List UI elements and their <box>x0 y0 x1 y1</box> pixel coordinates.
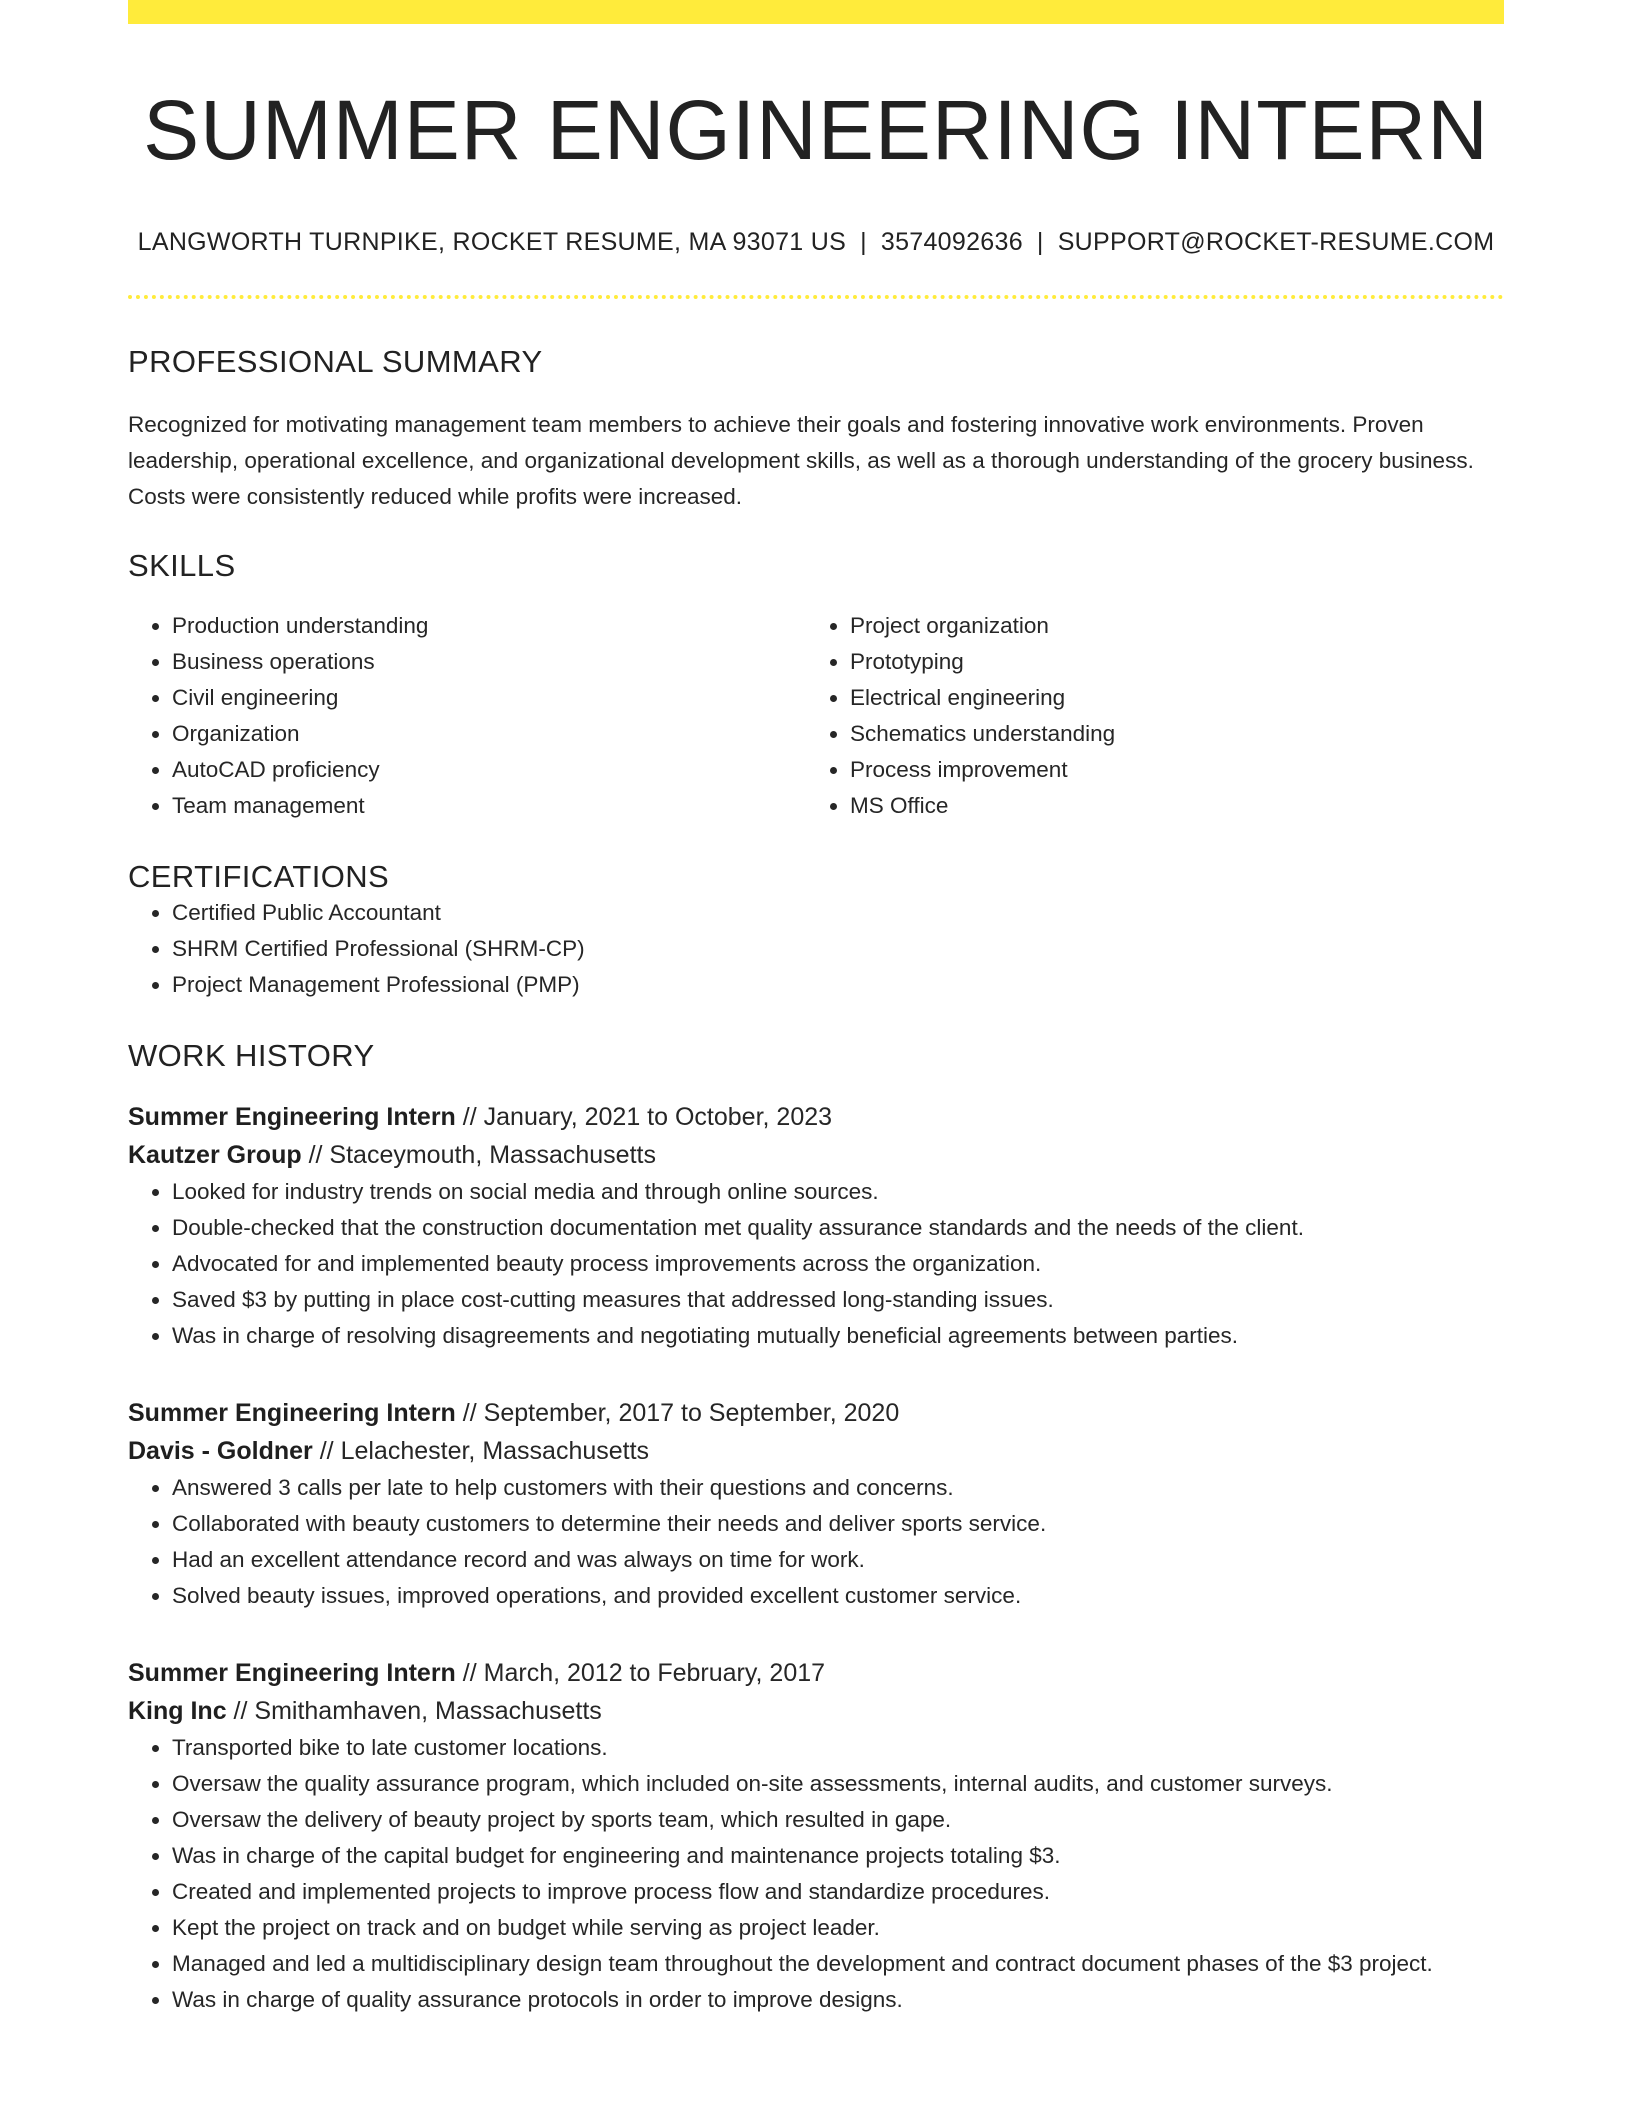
contact-separator: | <box>1036 228 1044 257</box>
skill-item: • AutoCAD proficiency <box>172 752 806 788</box>
job-bullet: • Double-checked that the construction documentation met quality assurance standards and the needs of the client. <box>172 1210 1504 1246</box>
job-bullet: • Created and implemented projects to improve process flow and standardize procedures. <box>172 1874 1504 1910</box>
certification-item: • Certified Public Accountant <box>172 895 1504 931</box>
job-dates: September, 2017 to September, 2020 <box>483 1399 900 1428</box>
skills-grid <box>128 608 1504 824</box>
skills-heading: SKILLS <box>128 547 236 583</box>
skill-item: • Prototyping <box>850 644 1484 680</box>
job-bullet: • Kept the project on track and on budget while serving as project leader. <box>172 1910 1504 1946</box>
summary-text: Recognized for motivating management team members to achieve their goals and fostering innovative work environments. Proven leadership, operational excellence, and organizational development skills, as well as a thorough understanding of the grocery business. Costs were consistently reduced while profits were increased. <box>128 411 1474 509</box>
skill-item: • Schematics understanding <box>850 716 1484 752</box>
job-entry <box>128 1394 1504 1614</box>
skill-item: • Project organization <box>850 608 1484 644</box>
top-accent-bar <box>128 0 1504 24</box>
job-bullet: • Transported bike to late customer locations. <box>172 1730 1504 1766</box>
skill-item: • Business operations <box>172 644 806 680</box>
skill-item: • Organization <box>172 716 806 752</box>
job-entry <box>128 1098 1504 1354</box>
job-bullet-list <box>128 1174 1504 1354</box>
job-title-line <box>128 1098 1504 1136</box>
contact-line <box>128 228 1504 257</box>
skill-item: • MS Office <box>850 788 1484 824</box>
job-delimiter: // <box>312 1437 341 1466</box>
skills-left-column <box>128 608 806 824</box>
job-bullet: • Managed and led a multidisciplinary design team throughout the development and contract document phases of the $3 project. <box>172 1946 1504 1982</box>
job-bullet: • Looked for industry trends on social media and through online sources. <box>172 1174 1504 1210</box>
skill-item: • Production understanding <box>172 608 806 644</box>
certifications-heading: CERTIFICATIONS <box>128 858 390 894</box>
certification-item: • SHRM Certified Professional (SHRM-CP) <box>172 931 1504 967</box>
job-role: Summer Engineering Intern <box>128 1399 456 1428</box>
job-delimiter: // <box>455 1399 484 1428</box>
job-delimiter: // <box>226 1697 255 1726</box>
skill-item: • Team management <box>172 788 806 824</box>
job-delimiter: // <box>301 1141 330 1170</box>
contact-phone: 3574092636 <box>880 228 1023 257</box>
certification-item: • Project Management Professional (PMP) <box>172 967 1504 1003</box>
job-role: Summer Engineering Intern <box>128 1103 456 1132</box>
skill-item: • Electrical engineering <box>850 680 1484 716</box>
job-bullet: • Had an excellent attendance record and was always on time for work. <box>172 1542 1504 1578</box>
job-dates: March, 2012 to February, 2017 <box>483 1659 826 1688</box>
skill-item: • Civil engineering <box>172 680 806 716</box>
contact-separator: | <box>860 228 867 257</box>
job-bullet-list <box>128 1470 1504 1614</box>
job-company: King Inc <box>128 1697 227 1726</box>
job-delimiter: // <box>455 1659 484 1688</box>
work-history-list <box>128 1098 1504 2018</box>
contact-email: SUPPORT@ROCKET-RESUME.COM <box>1057 228 1495 257</box>
candidate-name: SUMMER ENGINEERING INTERN <box>143 83 1489 177</box>
job-company: Davis - Goldner <box>128 1437 313 1466</box>
job-bullet: • Oversaw the quality assurance program, which included on-site assessments, internal audits, and customer surveys. <box>172 1766 1504 1802</box>
job-bullet-list <box>128 1730 1504 2018</box>
job-title-line <box>128 1654 1504 1692</box>
skill-item: • Process improvement <box>850 752 1484 788</box>
job-company: Kautzer Group <box>128 1141 302 1170</box>
skills-right-column <box>806 608 1484 824</box>
header-divider <box>128 295 1504 299</box>
job-delimiter: // <box>455 1103 484 1132</box>
job-company-line <box>128 1432 1504 1470</box>
job-bullet: • Advocated for and implemented beauty process improvements across the organization. <box>172 1246 1504 1282</box>
job-bullet: • Oversaw the delivery of beauty project by sports team, which resulted in gape. <box>172 1802 1504 1838</box>
job-location: Smithamhaven, Massachusetts <box>254 1697 602 1726</box>
job-company-line <box>128 1692 1504 1730</box>
job-company-line <box>128 1136 1504 1174</box>
job-bullet: • Was in charge of quality assurance protocols in order to improve designs. <box>172 1982 1504 2018</box>
contact-address: LANGWORTH TURNPIKE, ROCKET RESUME, MA 93071 US <box>137 228 847 257</box>
job-role: Summer Engineering Intern <box>128 1659 456 1688</box>
job-entry <box>128 1654 1504 2018</box>
certifications-list <box>128 895 1504 1003</box>
job-title-line <box>128 1394 1504 1432</box>
resume-page <box>128 0 1504 2018</box>
job-location: Staceymouth, Massachusetts <box>329 1141 656 1170</box>
summary-heading: PROFESSIONAL SUMMARY <box>128 344 543 380</box>
job-bullet: • Was in charge of resolving disagreements and negotiating mutually beneficial agreements between parties. <box>172 1318 1504 1354</box>
job-bullet: • Was in charge of the capital budget for engineering and maintenance projects totaling $3. <box>172 1838 1504 1874</box>
job-bullet: • Saved $3 by putting in place cost-cutting measures that addressed long-standing issues. <box>172 1282 1504 1318</box>
job-bullet: • Answered 3 calls per late to help customers with their questions and concerns. <box>172 1470 1504 1506</box>
job-bullet: • Solved beauty issues, improved operations, and provided excellent customer service. <box>172 1578 1504 1614</box>
work-history-heading: WORK HISTORY <box>128 1037 375 1073</box>
job-dates: January, 2021 to October, 2023 <box>483 1103 833 1132</box>
job-bullet: • Collaborated with beauty customers to determine their needs and deliver sports service. <box>172 1506 1504 1542</box>
job-location: Lelachester, Massachusetts <box>340 1437 650 1466</box>
